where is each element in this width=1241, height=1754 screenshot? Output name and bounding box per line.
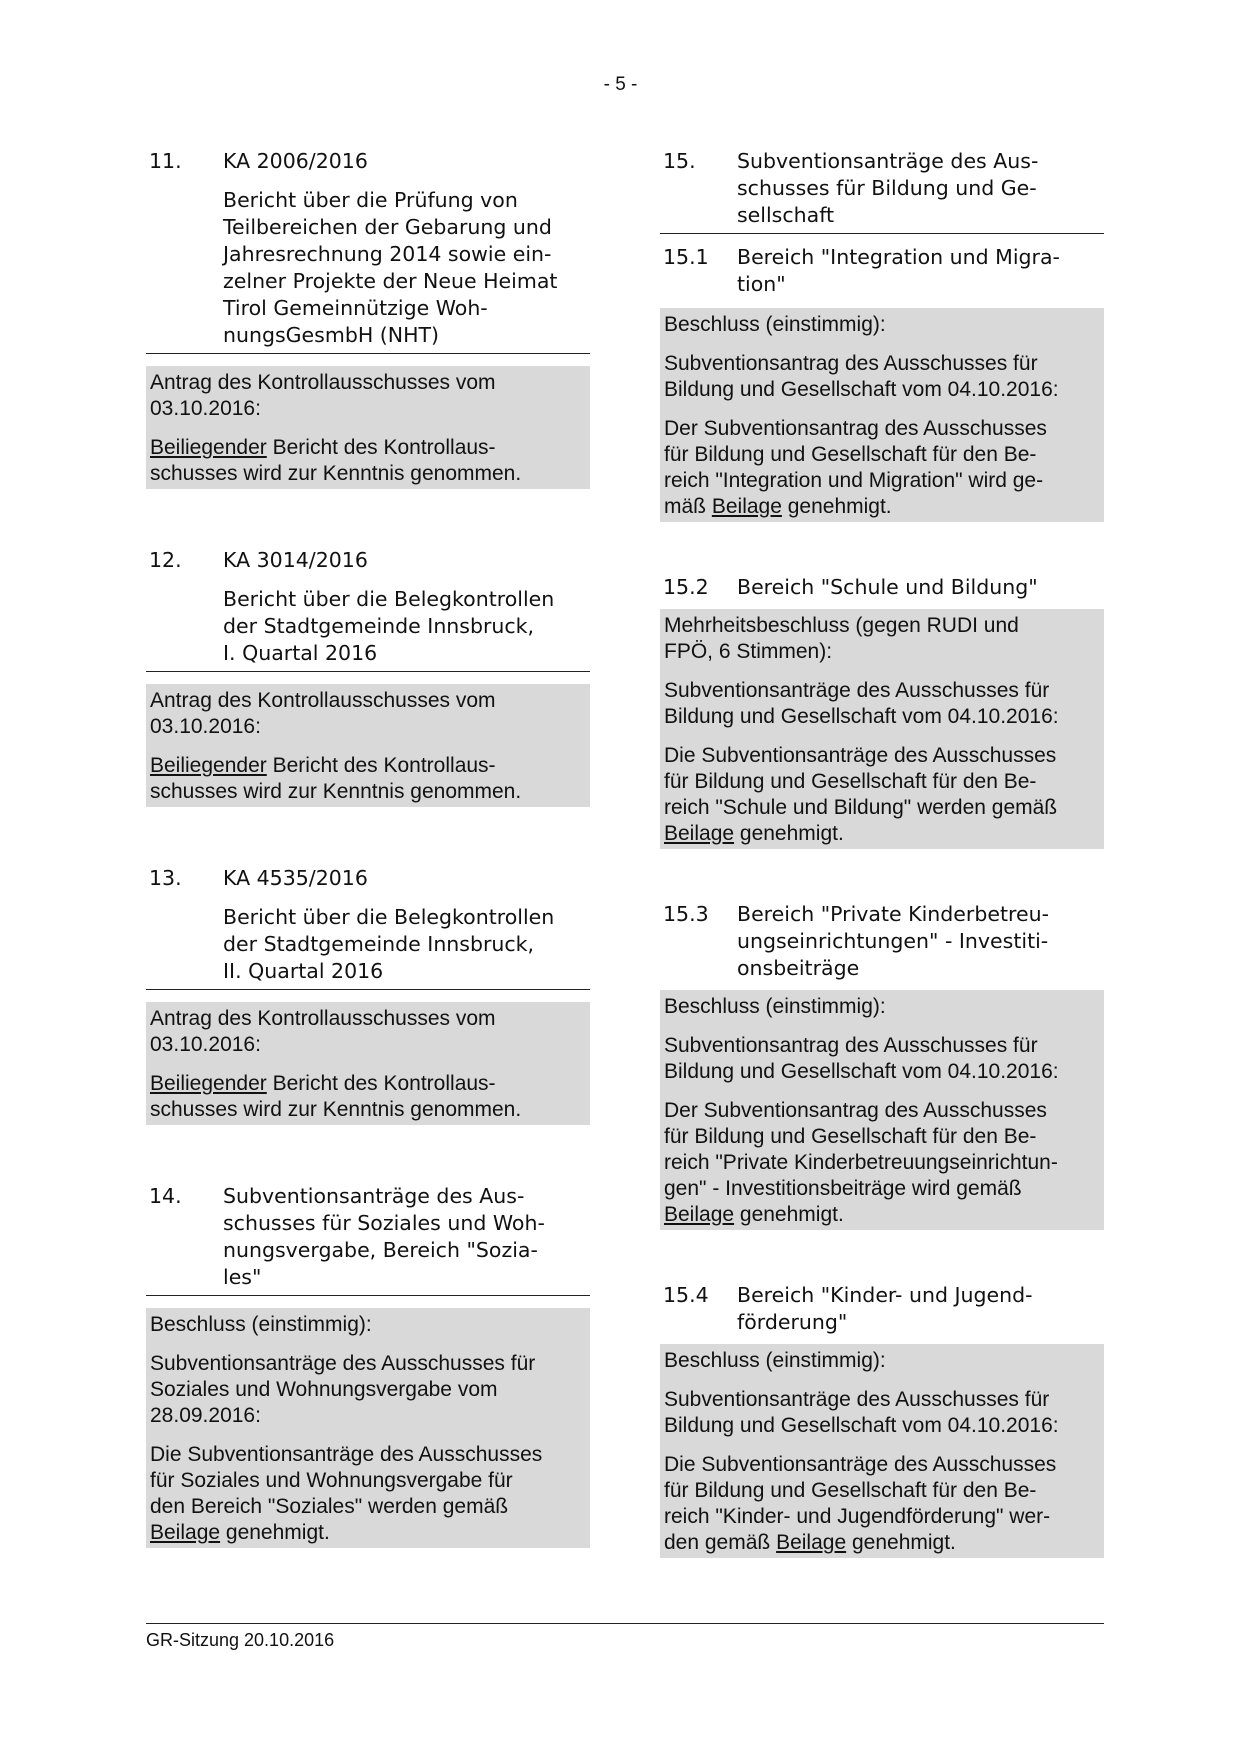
agenda-item-15-3 — [660, 901, 1104, 1230]
agenda-item-heading — [146, 547, 590, 672]
item-number: 15.2 — [663, 575, 709, 599]
agenda-item-15 — [660, 148, 1104, 234]
item-subtitle: Bericht über die Belegkontrollen der Stadtgemeinde Innsbruck, II. Quartal 2016 — [223, 905, 555, 983]
item-title: Bereich "Schule und Bildung" — [737, 575, 1038, 599]
item-title: KA 2006/2016 — [223, 149, 368, 173]
resolution-box — [660, 308, 1104, 522]
agenda-item-14 — [146, 1183, 590, 1548]
resolution-text: Die Subventionsanträge des Ausschusses für Soziales und Wohnungsvergabe für den Bereich "Soziales" werden gemäß Beilage genehmigt. — [150, 1443, 543, 1544]
resolution-text: Beiliegender Bericht des Kontrollaus- schusses wird zur Kenntnis genommen. — [150, 754, 522, 803]
agenda-item-heading — [660, 1282, 1104, 1340]
agenda-item-heading — [146, 148, 590, 354]
agenda-item-heading — [146, 1183, 590, 1296]
attachment-link: Beiliegender — [150, 1072, 267, 1095]
resolution-text: Der Subventionsantrag des Ausschusses für Bildung und Gesellschaft für den Be- reich "Private Kinderbetreuungseinrichtun- gen" - Investitionsbeiträge wird gemäß Beilage genehmigt. — [664, 1099, 1058, 1226]
item-title: Bereich "Private Kinderbetreu- ungseinrichtungen" - Investiti- onsbeiträge — [737, 902, 1049, 980]
resolution-text: Beiliegender Bericht des Kontrollaus- schusses wird zur Kenntnis genommen. — [150, 1072, 522, 1121]
resolution-intro: Subventionsantrag des Ausschusses für Bildung und Gesellschaft vom 04.10.2016: — [664, 352, 1059, 401]
resolution-intro: Subventionsantrag des Ausschusses für Bildung und Gesellschaft vom 04.10.2016: — [664, 1034, 1059, 1083]
resolution-type: Beschluss (einstimmig): — [150, 1313, 372, 1336]
agenda-item-11 — [146, 148, 590, 489]
attachment-link: Beiliegender — [150, 754, 267, 777]
attachment-link: Beilage — [664, 1203, 735, 1226]
item-number: 15.1 — [663, 245, 709, 269]
resolution-text: Die Subventionsanträge des Ausschusses für Bildung und Gesellschaft für den Be- reich "Kinder- und Jugendförderung" wer- den gemäß Beilage genehmigt. — [664, 1453, 1057, 1554]
resolution-box — [146, 1308, 590, 1548]
resolution-intro: Subventionsanträge des Ausschusses für Bildung und Gesellschaft vom 04.10.2016: — [664, 679, 1059, 728]
attachment-link: Beiliegender — [150, 436, 267, 459]
resolution-intro: Subventionsanträge des Ausschusses für Bildung und Gesellschaft vom 04.10.2016: — [664, 1388, 1059, 1437]
item-number: 15.3 — [663, 902, 709, 926]
agenda-item-heading — [660, 901, 1104, 986]
resolution-box — [146, 366, 590, 489]
attachment-link: Beilage — [664, 822, 735, 845]
agenda-item-15-2 — [660, 574, 1104, 849]
item-title: Subventionsanträge des Aus- schusses für Soziales und Woh- nungsvergabe, Bereich "Sozia- les" — [223, 1184, 545, 1289]
item-title: Bereich "Integration und Migra- tion" — [737, 245, 1060, 296]
resolution-type: Beschluss (einstimmig): — [664, 313, 886, 336]
agenda-item-heading — [660, 244, 1104, 302]
resolution-intro: Antrag des Kontrollausschusses vom 03.10.2016: — [150, 689, 496, 738]
resolution-box — [146, 1002, 590, 1125]
agenda-item-heading — [146, 865, 590, 990]
resolution-intro: Antrag des Kontrollausschusses vom 03.10.2016: — [150, 371, 496, 420]
resolution-text: Beiliegender Bericht des Kontrollaus- schusses wird zur Kenntnis genommen. — [150, 436, 522, 485]
item-number: 13. — [149, 866, 182, 890]
left-column — [146, 148, 590, 1548]
resolution-text: Der Subventionsantrag des Ausschusses für Bildung und Gesellschaft für den Be- reich "Integration und Migration" wird ge- mäß Beilage genehmigt. — [664, 417, 1047, 518]
item-title: KA 3014/2016 — [223, 548, 368, 572]
item-title: Subventionsanträge des Aus- schusses für Bildung und Ge- sellschaft — [737, 149, 1039, 227]
agenda-item-heading — [660, 148, 1104, 234]
attachment-link: Beilage — [776, 1531, 847, 1554]
page-footer — [146, 1623, 1104, 1651]
footer-text: GR-Sitzung 20.10.2016 — [146, 1630, 335, 1650]
item-number: 15. — [663, 149, 696, 173]
item-number: 12. — [149, 548, 182, 572]
agenda-item-12 — [146, 547, 590, 807]
resolution-box — [660, 1344, 1104, 1558]
attachment-link: Beilage — [150, 1521, 221, 1544]
resolution-text: Die Subventionsanträge des Ausschusses für Bildung und Gesellschaft für den Be- reich "Schule und Bildung" werden gemäß Beilage genehmigt. — [664, 744, 1058, 845]
item-subtitle: Bericht über die Prüfung von Teilbereichen der Gebarung und Jahresrechnung 2014 sowie ein- zelner Projekte der Neue Heimat Tirol Gemeinnützige Woh- nungsGesmbH (NHT) — [223, 188, 558, 347]
resolution-intro: Antrag des Kontrollausschusses vom 03.10.2016: — [150, 1007, 496, 1056]
page-number: - 5 - — [603, 74, 638, 95]
agenda-item-heading — [660, 574, 1104, 605]
item-number: 11. — [149, 149, 182, 173]
resolution-box — [146, 684, 590, 807]
item-title: Bereich "Kinder- und Jugend- förderung" — [737, 1283, 1033, 1334]
right-column — [660, 148, 1104, 1558]
resolution-box — [660, 990, 1104, 1230]
resolution-intro: Subventionsanträge des Ausschusses für Soziales und Wohnungsvergabe vom 28.09.2016: — [150, 1352, 536, 1427]
resolution-type: Beschluss (einstimmig): — [664, 1349, 886, 1372]
resolution-type: Beschluss (einstimmig): — [664, 995, 886, 1018]
item-title: KA 4535/2016 — [223, 866, 368, 890]
agenda-item-15-1 — [660, 244, 1104, 522]
item-number: 15.4 — [663, 1283, 709, 1307]
attachment-link: Beilage — [711, 495, 782, 518]
item-subtitle: Bericht über die Belegkontrollen der Stadtgemeinde Innsbruck, I. Quartal 2016 — [223, 587, 555, 665]
agenda-item-15-4 — [660, 1282, 1104, 1558]
agenda-item-13 — [146, 865, 590, 1125]
resolution-type: Mehrheitsbeschluss (gegen RUDI und FPÖ, 6 Stimmen): — [664, 614, 1019, 663]
resolution-box — [660, 609, 1104, 849]
item-number: 14. — [149, 1184, 182, 1208]
